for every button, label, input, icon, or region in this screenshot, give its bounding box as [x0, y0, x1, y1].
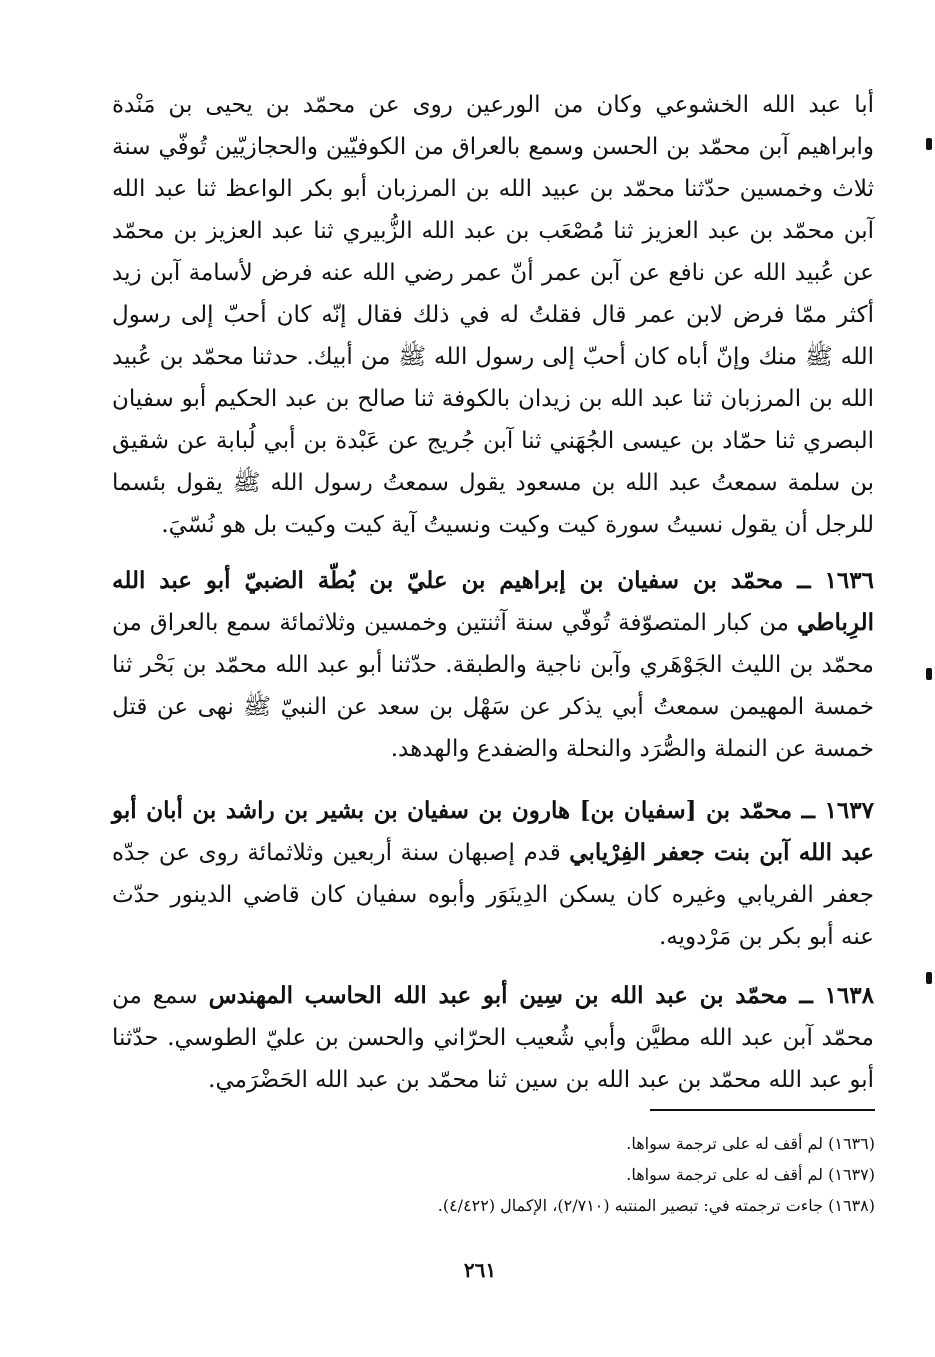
entry-1636	[112, 560, 874, 770]
footnotes	[330, 1128, 875, 1221]
margin-mark	[926, 668, 932, 680]
entry-body: قدم إصبهان سنة أربعين وثلاثمائة روى عن جدّه جعفر الفريابي وغيره كان يسكن الدِينَوَر وأبوه سفيان كان قاضي الدينور حدّث عنه أبو بكر بن مَرْدويه.	[112, 840, 874, 950]
footnote-1637: (١٦٣٧) لم أقف له على ترجمة سواها.	[626, 1165, 875, 1184]
entry-body: من كبار المتصوّفة تُوفّي سنة آثنتين وخمسين وثلاثمائة سمع بالعراق من محمّد بن الليث الجَوْهَري وآبن ناجية والطبقة. حدّثنا أبو عبد الله محمّد بن بَحْر ثنا خمسة المهيمن سمعتُ أبي يذكر عن سَهْل بن سعد عن النبيّ ﷺ نهى عن قتل خمسة عن النملة والصُّرَد والنحلة والضفدع والهدهد.	[112, 610, 874, 762]
footnote-1636: (١٦٣٦) لم أقف له على ترجمة سواها.	[626, 1134, 875, 1153]
page-number: ٢٦١	[463, 1258, 497, 1282]
footnote-1638: (١٦٣٨) جاءت ترجمته في: تبصير المنتبه (٢/٧١٠)، الإكمال (٤/٤٢٢).	[437, 1196, 875, 1215]
entry-heading: ١٦٣٨ ــ محمّد بن عبد الله بن سِين أبو عبد الله الحاسب المهندس	[208, 982, 875, 1009]
entry-body: سمع من محمّد آبن عبد الله مطيَّن وأبي شُعيب الحرّاني والحسن بن عليّ الطوسي. حدّثنا أبو عبد الله محمّد بن عبد الله بن سين ثنا محمّد بن عبد الله الحَضْرَمي.	[112, 983, 874, 1093]
entry-heading: ١٦٣٧ ــ محمّد بن [سفيان بن] هارون بن سفيان بن بشير بن راشد بن أبان أبو عبد الله آبن بنت جعفر الفِرْيابي	[112, 797, 875, 866]
entry-1638	[112, 975, 874, 1101]
entry-heading: ١٦٣٦ ــ محمّد بن سفيان بن إبراهيم بن عليّ بن بُطّة الضبيّ أبو عبد الله الرِباطي	[112, 567, 874, 636]
intro-paragraph: أبا عبد الله الخشوعي وكان من الورعين روى عن محمّد بن يحيى بن مَنْدة وابراهيم آبن محمّد بن الحسن وسمع بالعراق من الكوفيّين والحجازيّين تُوفّي سنة ثلاث وخمسين حدّثنا محمّد بن عبيد الله بن المرزبان أبو بكر الواعظ ثنا عبد الله آبن محمّد بن عبد العزيز ثنا مُصْعَب بن عبد الله الزُّبيري ثنا عبد العزيز بن محمّد عن عُبيد الله عن نافع عن آبن عمر أنّ عمر رضي الله عنه فرض لأسامة آبن زيد أكثر ممّا فرض لابن عمر قال فقلتُ له في ذلك فقال إنّه كان أحبّ إلى رسول الله ﷺ منك وإنّ أباه كان أحبّ إلى رسول الله ﷺ من أبيك. حدثنا محمّد بن عُبيد الله بن المرزبان ثنا عبد الله بن زيدان بالكوفة ثنا صالح بن عبد الحكيم أبو سفيان البصري ثنا حمّاد بن عيسى الجُهَني ثنا آبن جُريج عن عَبْدة بن أبي لُبابة عن شقيق بن سلمة سمعتُ عبد الله بن مسعود يقول سمعتُ رسول الله ﷺ يقول بئسما للرجل أن يقول نسيتُ سورة كيت وكيت ونسيتُ آية كيت وكيت بل هو نُسّيَ.	[112, 92, 874, 538]
entry-1637	[112, 790, 874, 958]
margin-mark	[926, 972, 932, 984]
footnote-divider	[650, 1109, 875, 1111]
margin-mark	[926, 138, 932, 150]
